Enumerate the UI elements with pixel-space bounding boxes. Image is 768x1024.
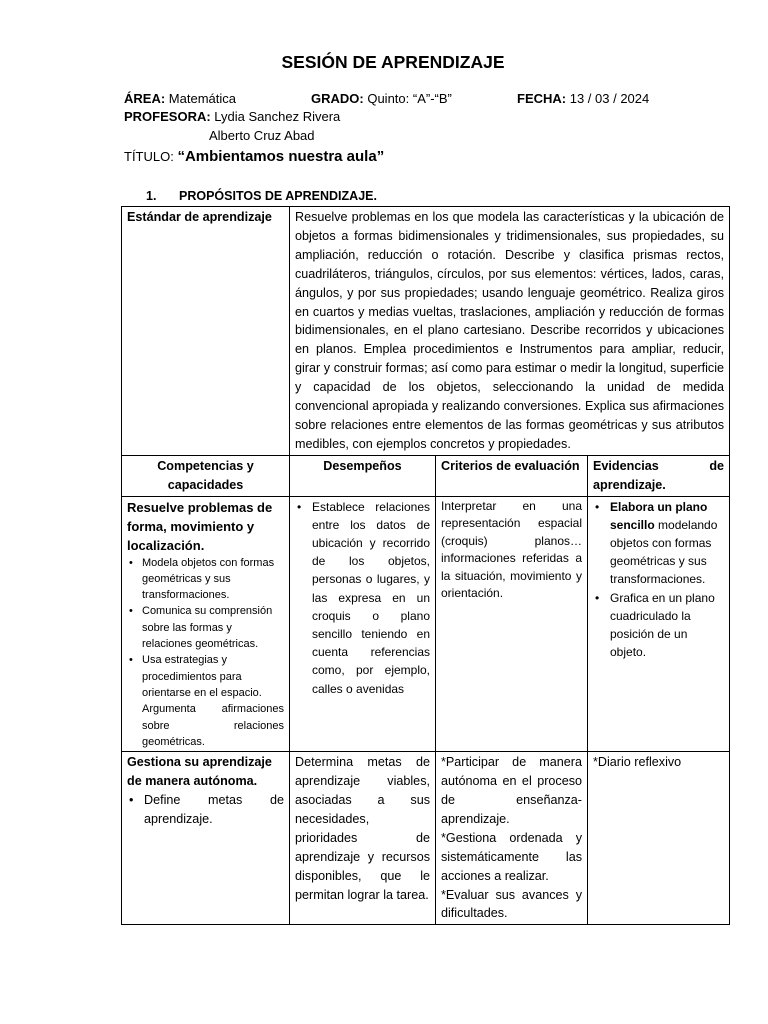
competencia-title-2: Gestiona su aprendizaje de manera autónoma.: [127, 755, 272, 789]
evidencia-1-rest: modelando objetos con formas geométricas y sus transformaciones.: [610, 517, 718, 587]
fecha-field: [517, 90, 649, 108]
grado-label: GRADO:: [311, 91, 364, 106]
criterio-cell-2: [436, 752, 588, 925]
criterio-cell: Interpretar en una representación espacial (croquis) planos… informaciones referidas a la situación, movimiento y orientación.: [436, 496, 588, 752]
evidencia-cell-2: *Diario reflexivo: [588, 752, 730, 925]
section-heading: [146, 189, 377, 203]
profesora-name-2: Alberto Cruz Abad: [209, 128, 315, 143]
learning-purposes-table: [121, 206, 730, 925]
criterio-2-item-1: *Participar de manera autónoma en el proceso de enseñanza-aprendizaje.: [441, 755, 582, 826]
fecha-value: 13 / 03 / 2024: [569, 91, 650, 106]
list-item: • Comunica su comprensión sobre las formas y relaciones geométricas.: [127, 603, 284, 652]
list-item: • Define metas de aprendizaje.: [127, 791, 284, 829]
capacidad-extra: Argumenta afirmaciones sobre relaciones geométricas.: [142, 703, 284, 748]
profesora-name-1: Lydia Sanchez Rivera: [214, 109, 341, 124]
competencia-title: Resuelve problemas de forma, movimiento y localización.: [127, 499, 273, 553]
evidencia-1-bold: Elabora un plano sencillo: [610, 499, 708, 532]
desempeno-cell: [290, 496, 436, 752]
list-item: • Grafica en un plano cuadriculado la posición de un objeto.: [593, 589, 724, 662]
grado-field: [311, 90, 452, 108]
area-label: ÁREA:: [124, 91, 166, 106]
evidencia-cell: [588, 496, 730, 752]
table-header-row: [122, 455, 730, 496]
list-item: • Usa estrategias y procedimientos para orientarse en el espacio.: [127, 652, 284, 701]
list-item: • Establece relaciones entre los datos de ubicación y recorrido de los objetos, personas o lugares, y las expresa en un croquis o plano sencillo teniendo en cuenta referencias como, por ejemplo, calles o avenidas: [295, 498, 430, 698]
grado-value: Quinto: “A”-“B”: [367, 91, 452, 106]
competencia-cell: [122, 496, 290, 752]
list-item: • Modela objetos con formas geométricas y sus transformaciones.: [127, 555, 284, 604]
criterio-2-item-2: *Gestiona ordenada y sistemáticamente las acciones a realizar.: [441, 830, 582, 883]
header-evidencias: Evidencias de aprendizaje.: [588, 455, 730, 496]
section-number: 1.: [146, 189, 157, 203]
profesora-field: [124, 108, 340, 126]
titulo-field: [124, 148, 384, 166]
header-criterios: Criterios de evaluación: [436, 455, 588, 496]
section-title: PROPÓSITOS DE APRENDIZAJE.: [179, 189, 377, 203]
area-value: Matemática: [168, 91, 236, 106]
desempeno-cell-2: Determina metas de aprendizaje viables, asociadas a sus necesidades, prioridades de aprendizaje y recursos disponibles, que le permitan lograr la tarea.: [290, 752, 436, 925]
capacidad-list-2: [127, 791, 284, 829]
header-desempenos: Desempeños: [290, 455, 436, 496]
estandar-row: [122, 207, 730, 456]
fecha-label: FECHA:: [517, 91, 567, 106]
table-row: [122, 752, 730, 925]
estandar-label: Estándar de aprendizaje: [122, 207, 290, 456]
criterio-2-item-3: *Evaluar sus avances y dificultades.: [441, 887, 582, 921]
list-item: [593, 498, 724, 589]
desempeno-list: [295, 498, 430, 698]
titulo-label: TÍTULO:: [124, 149, 174, 164]
header-competencias: Competencias y capacidades: [122, 455, 290, 496]
profesora-label: PROFESORA:: [124, 109, 211, 124]
table-row: [122, 496, 730, 752]
document-title: SESIÓN DE APRENDIZAJE: [281, 52, 505, 72]
evidencias-list: [593, 498, 724, 662]
estandar-text: Resuelve problemas en los que modela las características y la ubicación de objetos a formas bidimensionales y tridimensionales, sus propiedades, su ampliación, reducción o rotación. Describe y clasifica prismas rectos, cuadriláteros, triángulos, círculos, por sus elementos: vértices, lados, caras, ángulos, y por sus propiedades; usando lenguaje geométrico. Realiza giros en cuartos y medias vueltas, traslaciones, ampliación y reducción de formas bidimensionales, en el plano cartesiano. Describe recorridos y ubicaciones en planos. Emplea procedimientos e Instrumentos para ampliar, reducir, girar y construir formas; así como para estimar o medir la longitud, superficie y capacidad de los objetos, seleccionando la unidad de medida convencional apropiada y realizando conversiones. Explica sus afirmaciones sobre relaciones entre elementos de las formas geométricas y sus atributos medibles, con ejemplos concretos y propiedades.: [290, 207, 730, 456]
area-field: [124, 90, 236, 108]
titulo-value: “Ambientamos nuestra aula”: [177, 148, 385, 165]
competencia-cell-2: [122, 752, 290, 925]
capacidades-list: [127, 555, 284, 702]
